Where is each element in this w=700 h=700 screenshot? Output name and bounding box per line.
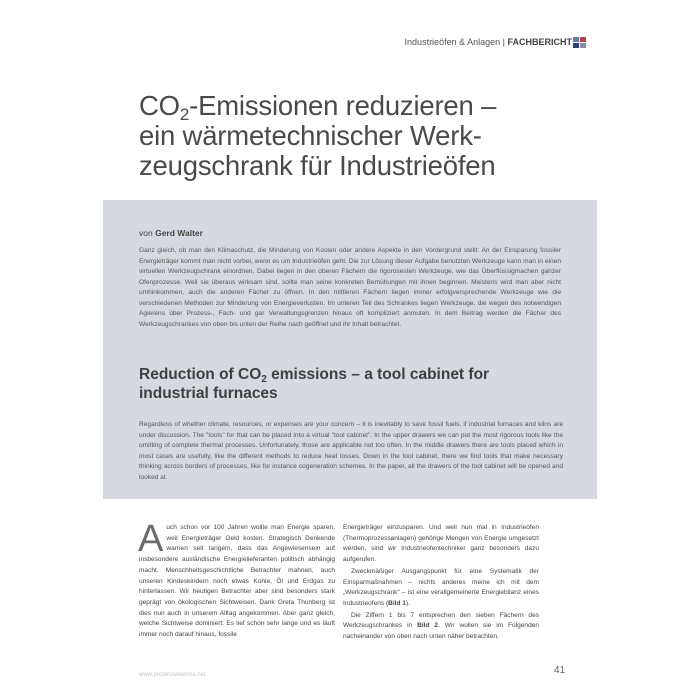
body-paragraph: [343, 567, 539, 610]
english-title: [139, 366, 569, 403]
en-title-subscript: 2: [261, 374, 267, 385]
body-paragraph: [138, 518, 335, 641]
footer-url: www.prozesswaerme.net: [139, 672, 206, 678]
header-separator: |: [502, 37, 505, 47]
title-line3: zeugschrank für Industrieöfen: [139, 150, 496, 181]
logo-square-4: [580, 43, 586, 48]
author-prefix: von: [139, 228, 153, 238]
author-name: Gerd Walter: [155, 228, 203, 238]
col2-p3-text-b: . Wir wollen sie im Folgenden nacheinander von oben nach unten näher betrachten.: [343, 622, 539, 641]
abstract-german: Ganz gleich, ob man den Klimaschutz, die Minderung von Kosten oder andere Aspekte in den Vordergrund stellt: An der Einsparung fossiler Energieträger kommt man nicht vorbei, wenn es um Industrieöfen geht. Die zur Lösung dieser Aufgabe benutzten Werkzeuge kann man in einen virtuellen Werkzeugschrank einordnen. Dabei liegen in den oberen Fächern die rigorosesten Werkzeuge, wie das Überflüssigmachen ganzer Ofenprozesse. Weil sie überaus wirksam sind, sollte man seine konkreten Bemühungen mit ihnen beginnen. Meistens wird man aber nicht umhinkommen, auch die anderen Fächer zu öffnen. In den mittleren Fächern liegen immer erfolgversprechende Werkzeuge wie die verschiedenen Methoden zur Minderung von Energieverlusten. Im unteren Teil des Schrankes liegen Werkzeuge, die wegen des notwendigen Agierens über Prozess-, Fach- und gar Verwaltungsgrenzen hinaus oft kompliziert anmuten. In dem Beitrag werden die Fächer des Werkzeugschrankes von oben bis unten der Reihe nach geöffnet und ihr Inhalt betrachtet.: [139, 247, 561, 328]
col1-text: uch schon vor 100 Jahren wollte man Energie sparen, weil Energieträger Geld kosten. Strategisch Denkende warnen seit langem, dass das Angewiesensein auf insbesondere ausländische Energielieferanten politisch abhängig macht. Menschheitsgeschichtliche Betrachter mahnen, auch unseren Kindeskindern noch etwas Kohle, Öl und Erdgas zu hinterlassen. Wir heutigen Betrachter aber sind besonders stark geprägt von ökologischen Sichtweisen. Dank Greta Thunberg ist dies nun auch in unserem Alltag angekommen. Aber ganz gleich, welche Sichtweise dominiert: Es lief schon sehr lange und es läuft immer noch darauf hinaus, fossile: [139, 524, 335, 639]
col2-p3-text-a: Die Ziffern 1 bis 7 entsprechen den sieben Fächern des Werkzeugschrankes in: [343, 611, 539, 630]
figure-ref-1: Bild 1: [388, 599, 406, 607]
col2-p2-text-b: ).: [405, 599, 410, 607]
header-category: FACHBERICHT: [507, 37, 572, 47]
title-co: CO: [139, 90, 180, 121]
header-text: [405, 37, 572, 47]
en-title-line2: industrial furnaces: [139, 384, 278, 402]
figure-ref-2: Bild 2: [417, 622, 439, 630]
logo-square-1: [573, 37, 579, 42]
en-title-part1: Reduction of CO: [139, 366, 262, 383]
col2-p2-text-a: Zweckmäßiger Ausgangspunkt für eine Systematik der Einsparmaßnahmen – nichts anderes meine ich mit dem „Werkzeugschrank“ – ist eine verallgemeinerte Energiebilanz eines Industrieofens (: [343, 567, 539, 607]
title-line1-rest: -Emissionen reduzieren –: [189, 90, 497, 121]
author-line: [139, 228, 203, 238]
publisher-logo-icon: [573, 37, 587, 49]
page-number: 41: [554, 665, 566, 676]
body-paragraph: Energieträger einzusparen. Und weil nun mal in Industrieöfen (Thermoprozessanlagen) gehörige Mengen von Energie umgesetzt werden, sind wir Industrieofentechniker ganz besonders dazu aufgerufen.: [343, 524, 539, 564]
logo-square-2: [580, 37, 586, 42]
logo-square-3: [573, 43, 579, 48]
body-paragraph: [343, 611, 539, 643]
running-header: [0, 37, 700, 51]
article-title: [139, 91, 559, 181]
drop-cap: A: [138, 518, 164, 560]
body-column-2: [343, 523, 539, 644]
title-line2: ein wärmetechnischer Werk-: [139, 120, 482, 151]
en-title-part2: emissions – a tool cabinet for: [266, 366, 490, 383]
header-section: Industrieöfen & Anlagen: [404, 37, 501, 47]
body-column-1: [138, 518, 335, 642]
abstract-english: Regardless of whether climate, resources, or expenses are your concern – it is inevitably to save fossil fuels, if industrial furnaces and kilns are under discussion. The "tools" for that can be placed into a virtual "tool cabinet". In the upper drawers we can put the most rigorous tools like the omitting of complete thermal processes. Unfortunately, those are applicable not too often. In the middle drawers there are tools placed which in most cases are usefully, like the different methods to reduce heat losses. Down in the tool cabinet, there we find tools that make necessary thinking across borders of processes, like for instance cogeneration schemes. In the paper, all the drawers of the tool cabinet will be opened and looked at.: [139, 421, 563, 481]
title-co2-subscript: 2: [179, 105, 190, 124]
